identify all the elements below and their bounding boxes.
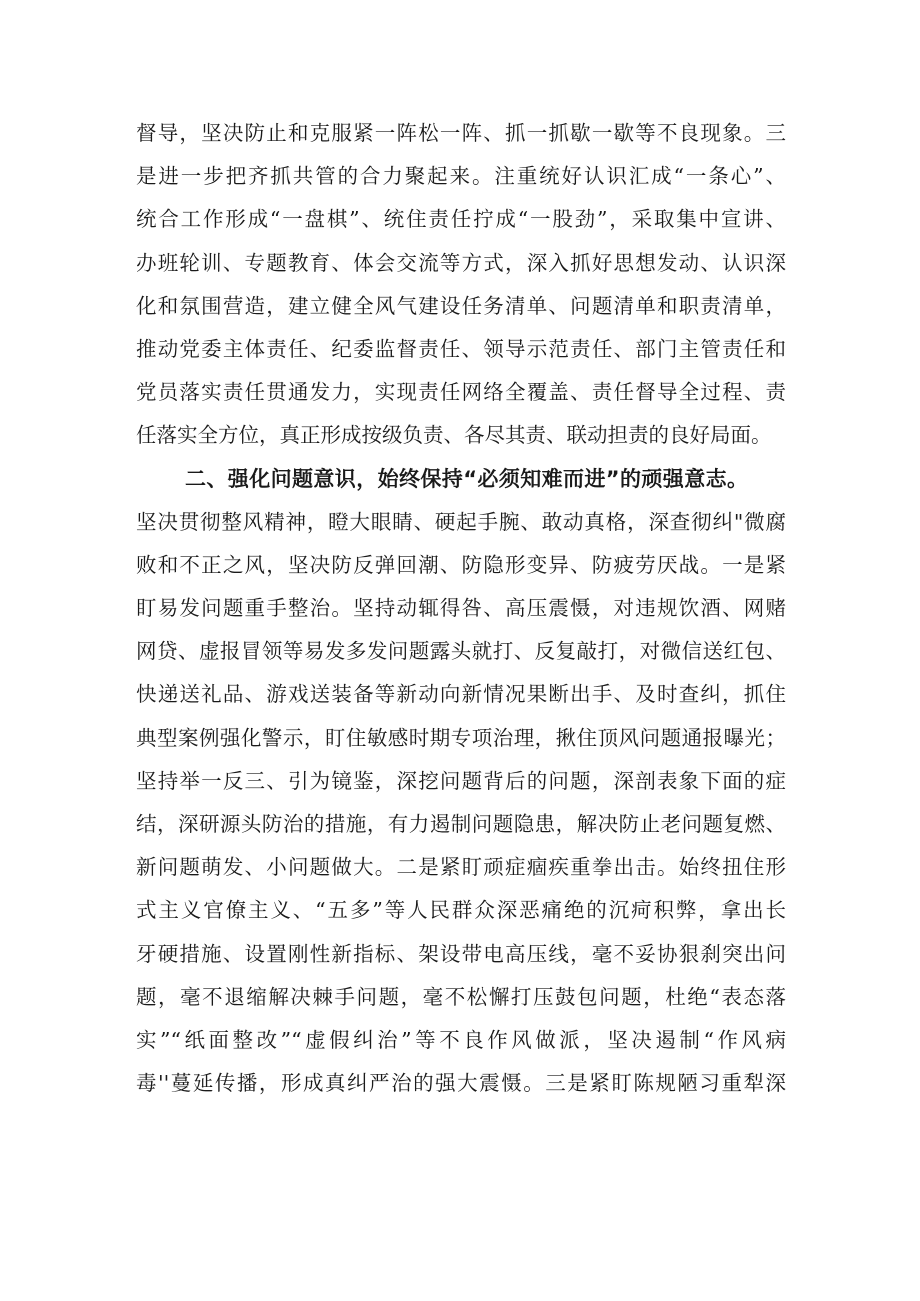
paragraph-line: 牙硬措施、设置刚性新指标、架设带电高压线，毫不妥协狠刹突出问	[136, 941, 786, 966]
paragraph-line: 实”“纸面整改”“虚假纠治”等不良作风做派，坚决遏制“作风病	[136, 1027, 786, 1052]
paragraph-line: 任落实全方位，真正形成按级负责、各尽其责、联动担责的良好局面。	[136, 423, 772, 448]
paragraph-line: 典型案例强化警示，盯住敏感时期专项治理，揪住顶风问题通报曝光；	[136, 725, 786, 750]
paragraph-line: 式主义官僚主义、“五多”等人民群众深恶痛绝的沉疴积弊，拿出长	[136, 898, 786, 923]
section-heading: 二、强化问题意识，始终保持“必须知难而进”的顽强意志。	[185, 466, 749, 491]
document-body	[136, 112, 786, 1105]
paragraph-line: 结，深研源头防治的措施，有力遏制问题隐患，解决防止老问题复燃、	[136, 812, 786, 836]
paragraph-line: 毒''蔓延传播，形成真纠严治的强大震慑。三是紧盯陈规陋习重犁深	[136, 1071, 786, 1096]
paragraph-line: 新问题萌发、小问题做大。二是紧盯顽症痼疾重拳出击。始终扭住形	[136, 855, 786, 880]
paragraph-line: 党员落实责任贯通发力，实现责任网络全覆盖、责任督导全过程、责	[136, 380, 786, 405]
paragraph-line: 坚决贯彻整风精神，瞪大眼睛、硬起手腕、敢动真格，深查彻纠"微腐	[136, 509, 786, 534]
paragraph-line: 统合工作形成“一盘棋”、统住责任拧成“一股劲”，采取集中宣讲、	[136, 207, 786, 232]
paragraph-line: 网贷、虚报冒领等易发多发问题露头就打、反复敲打，对微信送红包、	[136, 639, 786, 664]
paragraph-line: 督导，坚决防止和克服紧一阵松一阵、抓一抓歇一歇等不良现象。三	[136, 121, 786, 145]
paragraph-line: 题，毫不退缩解决棘手问题，毫不松懈打压鼓包问题，杜绝“表态落	[136, 984, 786, 1009]
paragraph-line: 是进一步把齐抓共管的合力聚起来。注重统好认识汇成“一条心”、	[136, 164, 786, 189]
paragraph-line: 快递送礼品、游戏送装备等新动向新情况果断出手、及时查纠，抓住	[136, 682, 786, 707]
paragraph-line: 办班轮训、专题教育、体会交流等方式，深入抓好思想发动、认识深	[136, 250, 786, 275]
paragraph-line: 盯易发问题重手整治。坚持动辄得咎、高压震慑，对违规饮酒、网赌	[136, 596, 786, 621]
paragraph-line: 败和不正之风，坚决防反弹回潮、防隐形变异、防疲劳厌战。一是紧	[136, 552, 786, 577]
paragraph-line: 化和氛围营造，建立健全风气建设任务清单、问题清单和职责清单，	[136, 293, 786, 318]
paragraph-line: 推动党委主体责任、纪委监督责任、领导示范责任、部门主管责任和	[136, 336, 786, 361]
paragraph-line: 坚持举一反三、引为镜鉴，深挖问题背后的问题，深剖表象下面的症	[136, 768, 786, 793]
